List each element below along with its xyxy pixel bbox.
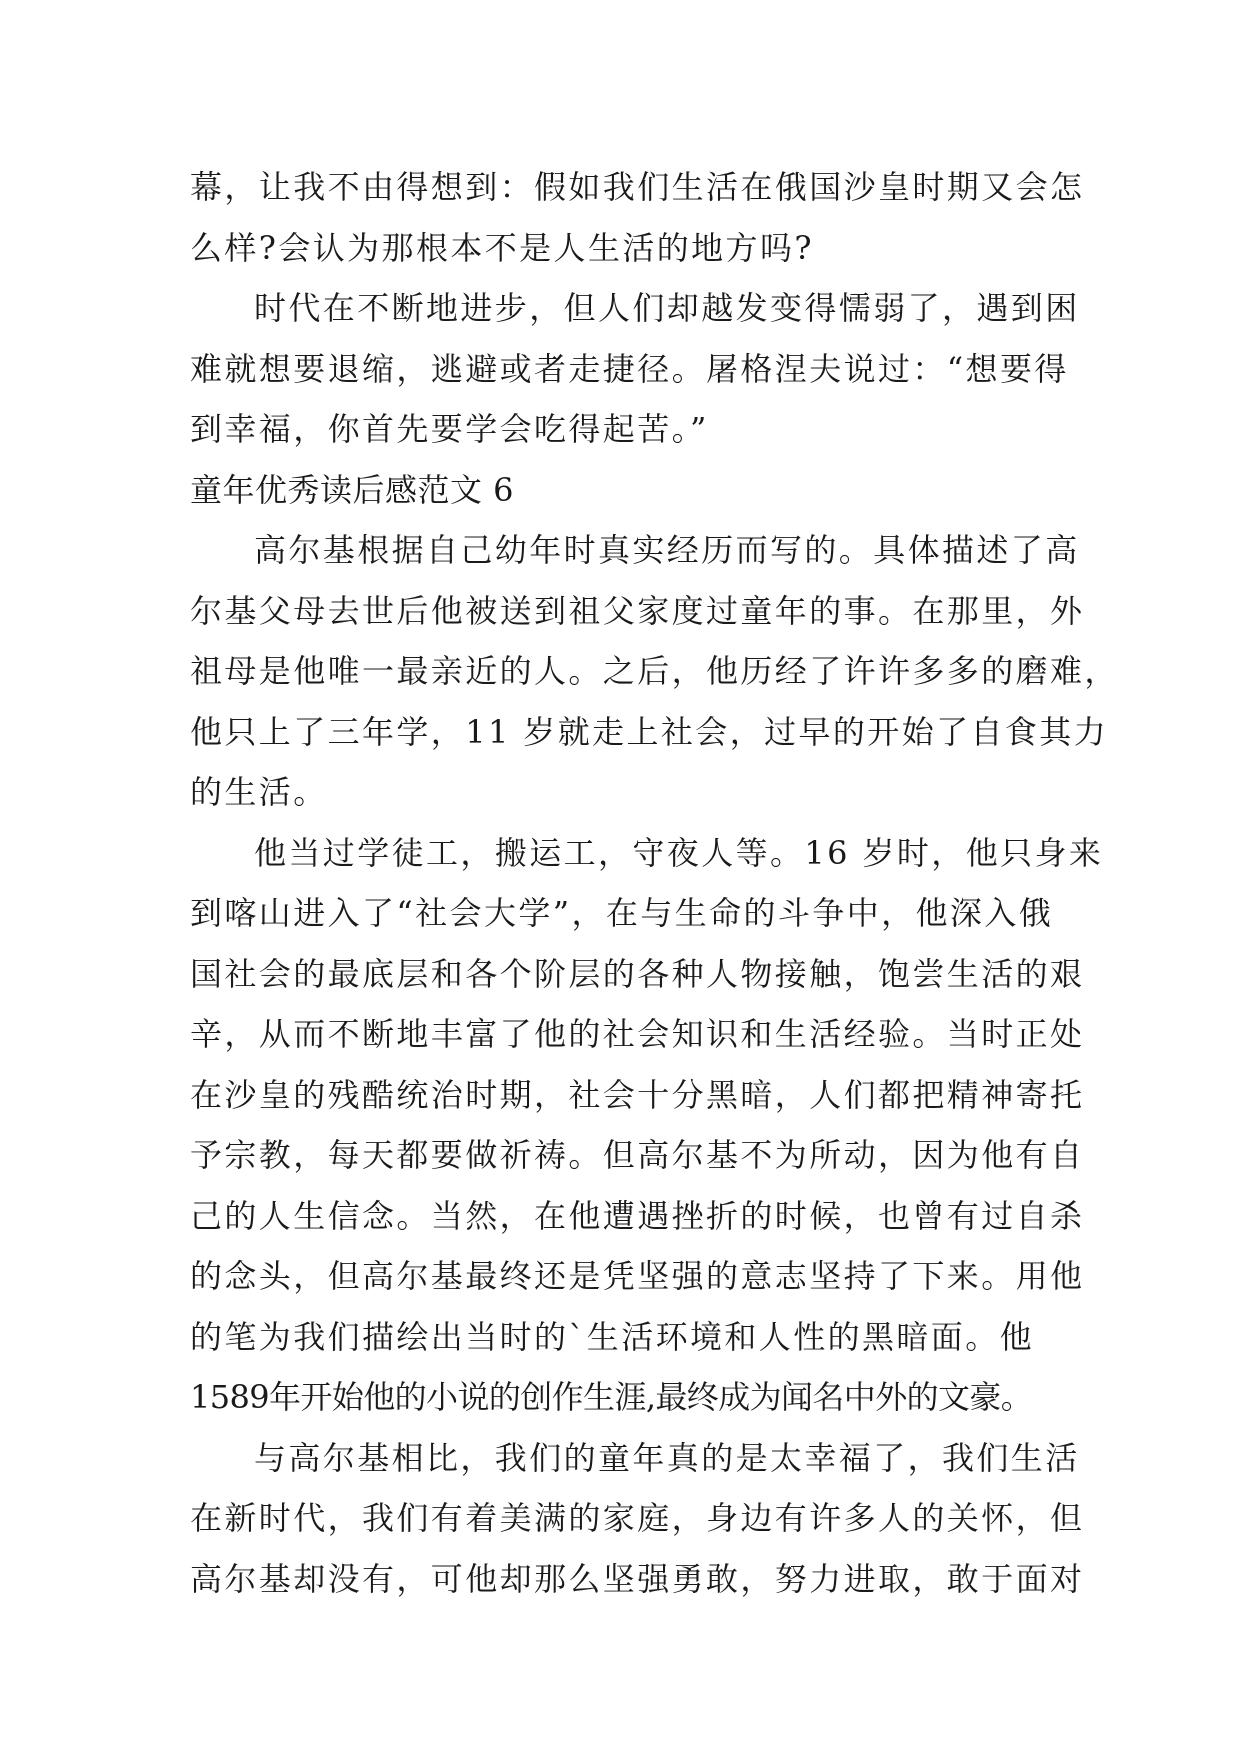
text-line: 到幸福，你首先要学会吃得起苦。” xyxy=(190,410,709,448)
text-line: 的念头，但高尔基最终还是凭坚强的意志坚持了下来。用他 xyxy=(190,1257,1085,1295)
text-line: 辛，从而不断地丰富了他的社会知识和生活经验。当时正处 xyxy=(190,1015,1085,1053)
text-line: 高尔基根据自己幼年时真实经历而写的。具体描述了高 xyxy=(254,531,1080,569)
section-heading: 童年优秀读后感范文 6 xyxy=(190,470,515,509)
text-line: 么样?会认为那根本不是人生活的地方吗? xyxy=(190,228,814,267)
text-line: 予宗教，每天都要做祈祷。但高尔基不为所动，因为他有自 xyxy=(190,1136,1085,1174)
text-line: 己的人生信念。当然，在他遭遇挫折的时候，也曾有过自杀 xyxy=(190,1196,1085,1235)
text-line: 在沙皇的残酷统治时期，社会十分黑暗，人们都把精神寄托 xyxy=(190,1075,1085,1114)
text-line: 幕，让我不由得想到：假如我们生活在俄国沙皇时期又会怎 xyxy=(190,168,1085,206)
text-line: 他当过学徒工，搬运工，守夜人等。16 岁时，他只身来 xyxy=(254,833,1104,872)
text-line: 祖母是他唯一最亲近的人。之后，他历经了许许多多的磨难， xyxy=(190,652,1119,690)
text-line: 的笔为我们描绘出当时的`生活环境和人性的黑暗面。他 xyxy=(190,1317,1035,1356)
text-line: 时代在不断地进步，但人们却越发变得懦弱了，遇到困 xyxy=(254,289,1080,327)
text-line: 高尔基却没有，可他却那么坚强勇敢，努力进取，敢于面对 xyxy=(190,1559,1085,1598)
text-line: 他只上了三年学，11 岁就走上社会，过早的开始了自食其力 xyxy=(190,712,1109,751)
document-body xyxy=(190,157,1119,1609)
text-line: 到喀山进入了“社会大学”，在与生命的斗争中，他深入俄 xyxy=(190,894,1054,932)
text-line: 难就想要退缩，逃避或者走捷径。屠格涅夫说过：“想要得 xyxy=(190,349,1069,388)
text-line: 尔基父母去世后他被送到祖父家度过童年的事。在那里，外 xyxy=(190,591,1085,630)
text-line: 国社会的最底层和各个阶层的各种人物接触，饱尝生活的艰 xyxy=(190,954,1085,993)
text-line: 在新时代，我们有着美满的家庭，身边有许多人的关怀，但 xyxy=(190,1499,1085,1537)
text-line: 与高尔基相比，我们的童年真的是太幸福了，我们生活 xyxy=(254,1438,1080,1477)
text-line: 的生活。 xyxy=(190,773,328,811)
text-line: 1589年开始他的小说的创作生涯,最终成为闻名中外的文豪。 xyxy=(190,1378,1033,1416)
